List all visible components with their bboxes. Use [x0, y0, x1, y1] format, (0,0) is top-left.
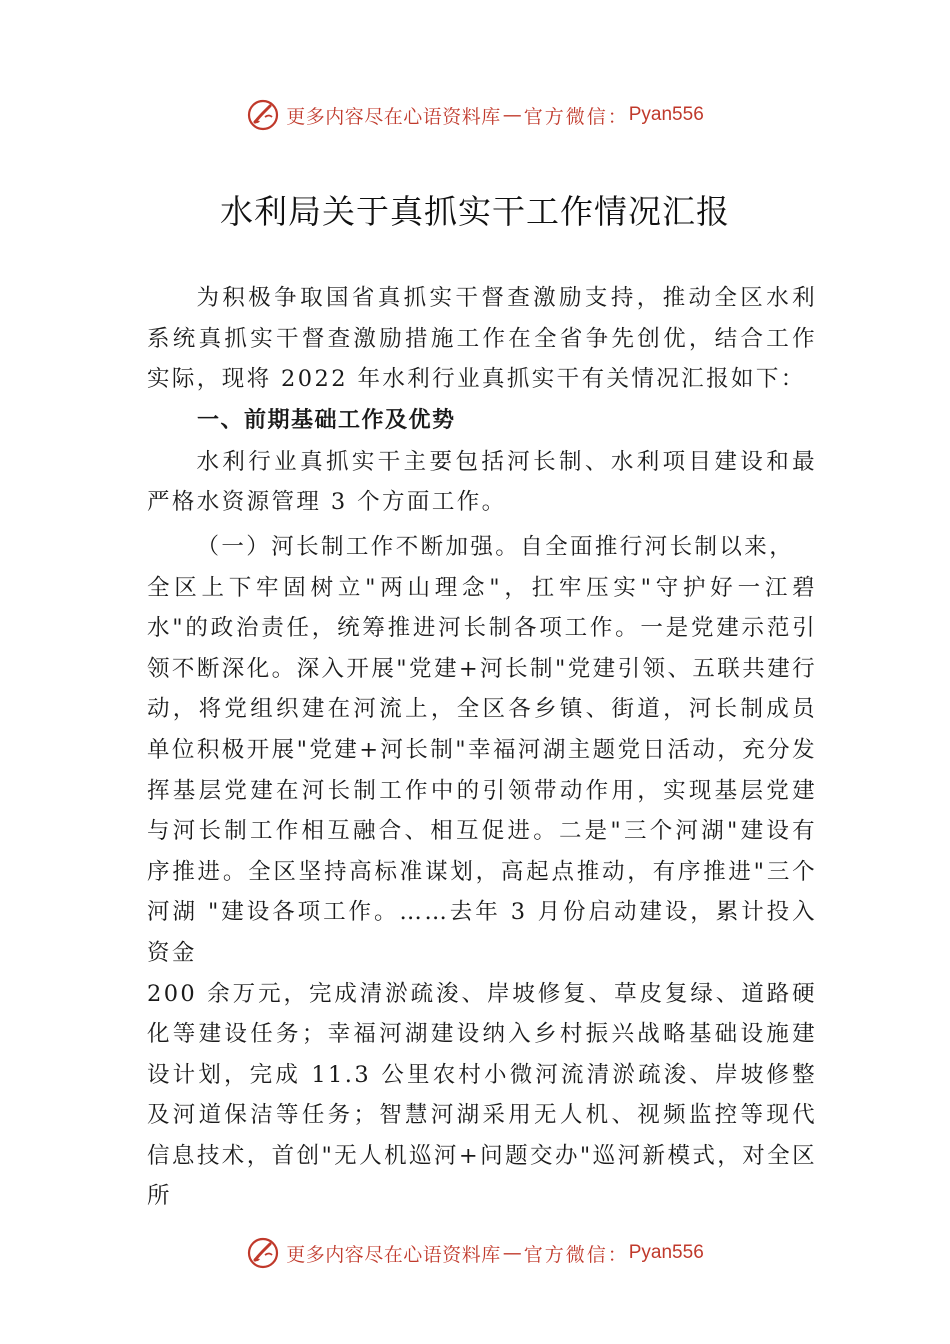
banner-separator: — — [502, 1242, 522, 1264]
wechat-id: Pyan556 — [628, 1242, 704, 1263]
promo-text: 更多内容尽在心语资料库 — [286, 105, 501, 128]
section-paragraph: 水利行业真抓实干主要包括河长制、水利项目建设和最严格水资源管理 3 个方面工作。 — [147, 448, 817, 516]
subsection-opening: （一）河长制工作不断加强。自全面推行河长制以来， — [196, 533, 795, 560]
banner-separator: — — [502, 104, 522, 126]
intro-paragraph: 为积极争取国省真抓实干督查激励支持，推动全区水利系统真抓实干督查激励措施工作在全省争先创优，结合工作实际，现将 2022 年水利行业真抓实干有关情况汇报如下： — [147, 285, 817, 393]
document-body — [147, 278, 817, 1217]
brush-logo-icon — [246, 98, 280, 132]
footer-banner — [0, 1233, 950, 1273]
wechat-id: Pyan556 — [628, 104, 704, 125]
promo-text: 更多内容尽在心语资料库 — [286, 1243, 501, 1266]
wechat-label: 官方微信： — [523, 1243, 629, 1266]
section-heading: 一、前期基础工作及优势 — [197, 407, 456, 433]
wechat-label: 官方微信： — [523, 105, 629, 128]
header-banner — [0, 95, 950, 135]
subsection-body: 全区上下牢固树立"两山理念"，扛牢压实"守护好一江碧水"的政治责任，统筹推进河长制各项工作。一是党建示范引领不断深化。深入开展"党建+河长制"党建引领、五联共建行动，将党组织建在河流上，全区各乡镇、街道，河长制成员单位积极开展"党建+河长制"幸福河湖主题党日活动，充分发挥基层党建在河长制工作中的引领带动作用，实现基层党建与河长制工作相互融合、相互促进。二是"三个河湖"建设有序推进。全区坚持高标准谋划，高起点推动，有序推进"三个河湖 "建设各项工作。……去年 3 月份启动建设，累计投入资金 — [147, 574, 817, 966]
document-title: 水利局关于真抓实干工作情况汇报 — [220, 192, 730, 231]
brush-logo-icon — [246, 1236, 280, 1270]
subsection-continued: 200 余万元，完成清淤疏浚、岸坡修复、草皮复绿、道路硬化等建设任务；幸福河湖建设纳入乡村振兴战略基础设施建设计划，完成 11.3 公里农村小微河流清淤疏浚、岸坡修整及河道保洁等任务；智慧河湖采用无人机、视频监控等现代信息技术，首创"无人机巡河+问题交办"巡河新模式，对全区所 — [147, 980, 817, 1210]
